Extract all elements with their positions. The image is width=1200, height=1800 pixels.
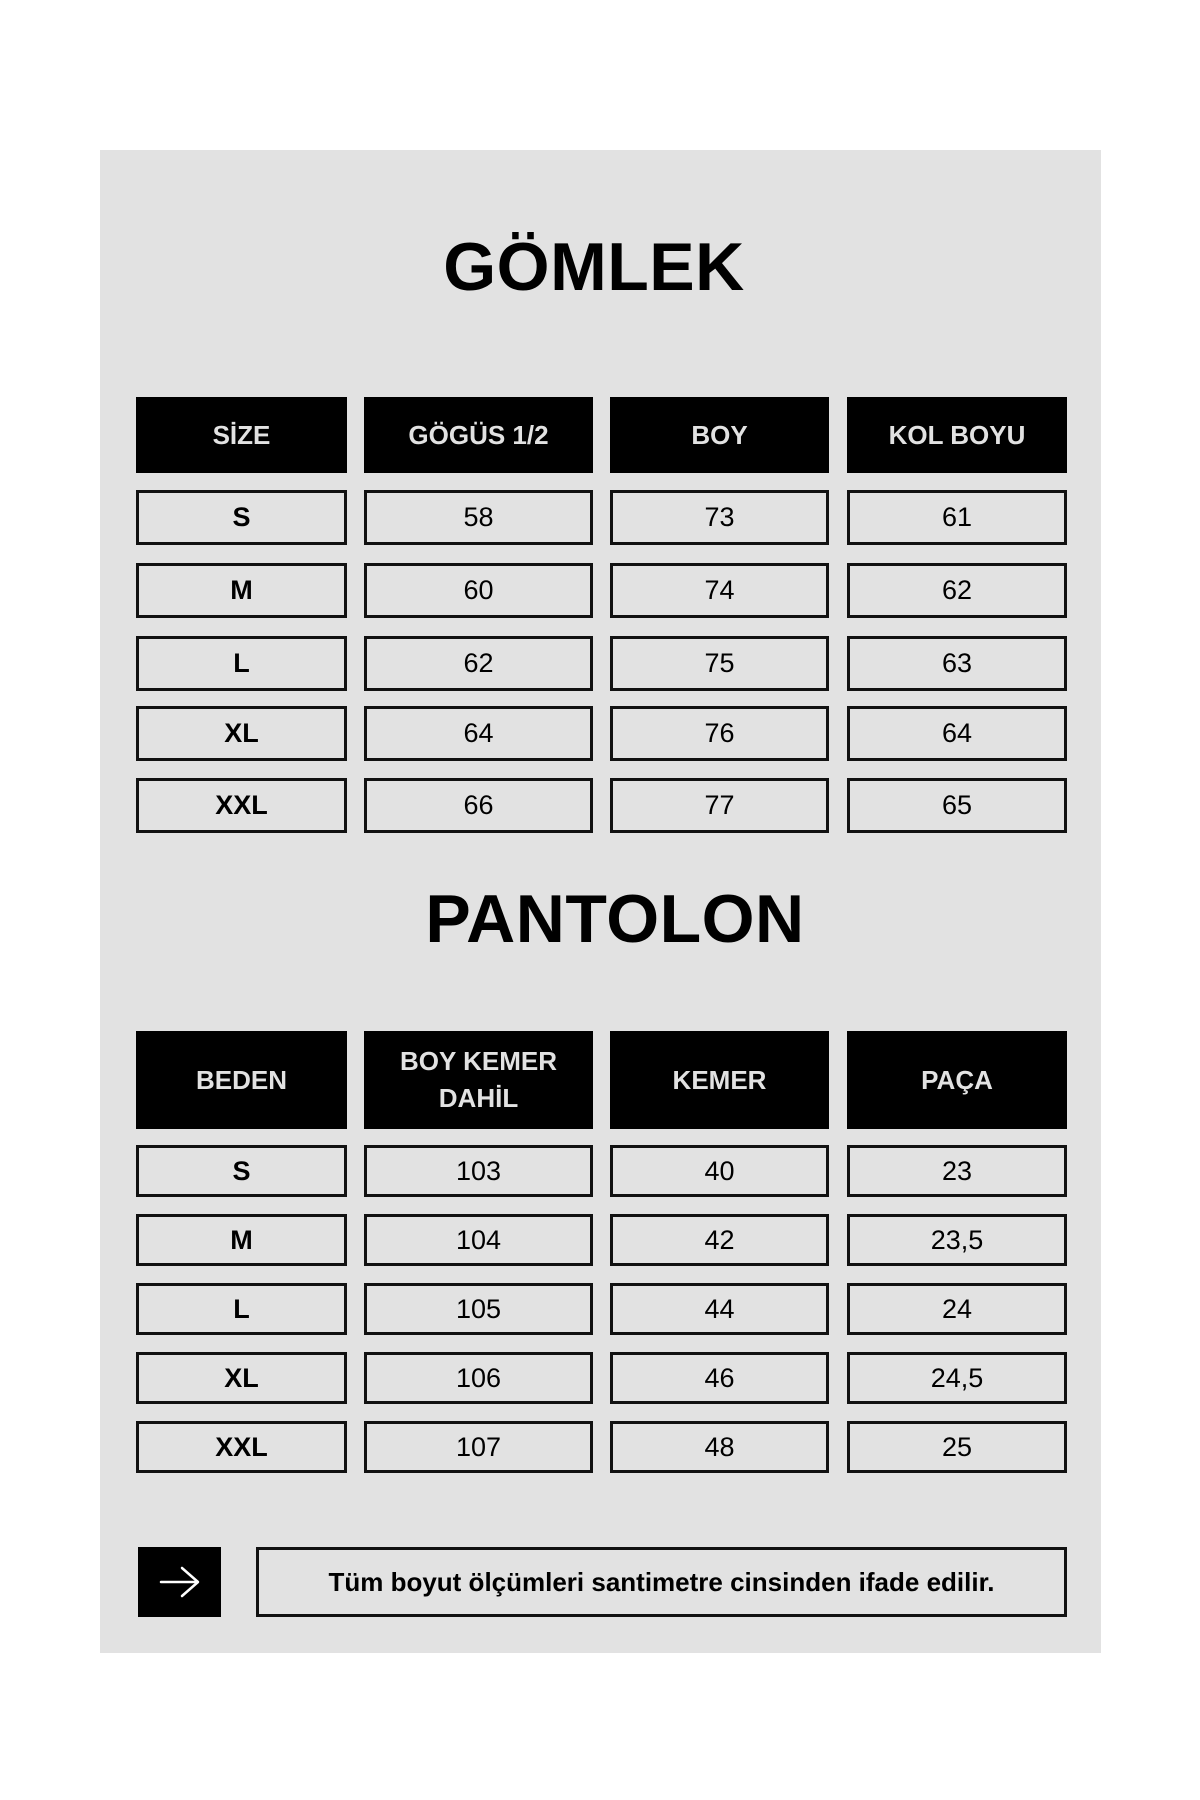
- shirt-header-size: SİZE: [136, 397, 347, 473]
- shirt-header-col-3: BOY: [610, 397, 829, 473]
- shirt-cell-col-4: 62: [847, 563, 1067, 618]
- pants-cell-col-2: 103: [364, 1145, 593, 1197]
- pants-header-col-2: BOY KEMER DAHİL: [364, 1031, 593, 1129]
- shirt-cell-col-3: 73: [610, 490, 829, 545]
- pants-cell-size: XL: [136, 1352, 347, 1404]
- shirt-cell-size: S: [136, 490, 347, 545]
- pants-cell-col-3: 48: [610, 1421, 829, 1473]
- pants-cell-col-3: 40: [610, 1145, 829, 1197]
- shirt-cell-size: L: [136, 636, 347, 691]
- pants-cell-col-4: 23,5: [847, 1214, 1067, 1266]
- shirt-cell-col-2: 60: [364, 563, 593, 618]
- pants-cell-col-3: 42: [610, 1214, 829, 1266]
- pants-cell-col-4: 24,5: [847, 1352, 1067, 1404]
- shirt-title: GÖMLEK: [443, 229, 745, 305]
- pants-cell-size: S: [136, 1145, 347, 1197]
- shirt-cell-col-2: 66: [364, 778, 593, 833]
- pants-cell-col-2: 107: [364, 1421, 593, 1473]
- pants-cell-col-3: 46: [610, 1352, 829, 1404]
- measurement-note: Tüm boyut ölçümleri santimetre cinsinden ifade edilir.: [256, 1547, 1067, 1617]
- shirt-cell-col-3: 76: [610, 706, 829, 761]
- arrow-badge: [138, 1547, 221, 1617]
- shirt-cell-col-3: 75: [610, 636, 829, 691]
- shirt-cell-col-3: 77: [610, 778, 829, 833]
- shirt-cell-col-3: 74: [610, 563, 829, 618]
- shirt-cell-col-2: 58: [364, 490, 593, 545]
- pants-header-col-3: KEMER: [610, 1031, 829, 1129]
- pants-cell-size: XXL: [136, 1421, 347, 1473]
- pants-header-size: BEDEN: [136, 1031, 347, 1129]
- pants-cell-size: M: [136, 1214, 347, 1266]
- arrow-right-icon: [158, 1565, 202, 1599]
- shirt-header-col-4: KOL BOYU: [847, 397, 1067, 473]
- pants-header-col-4: PAÇA: [847, 1031, 1067, 1129]
- pants-title: PANTOLON: [425, 881, 805, 957]
- shirt-cell-col-2: 64: [364, 706, 593, 761]
- shirt-cell-size: XXL: [136, 778, 347, 833]
- pants-cell-col-4: 23: [847, 1145, 1067, 1197]
- pants-cell-col-2: 105: [364, 1283, 593, 1335]
- pants-cell-col-2: 104: [364, 1214, 593, 1266]
- shirt-cell-col-2: 62: [364, 636, 593, 691]
- shirt-cell-size: XL: [136, 706, 347, 761]
- shirt-cell-col-4: 64: [847, 706, 1067, 761]
- pants-cell-col-4: 25: [847, 1421, 1067, 1473]
- pants-size-table: [100, 150, 1101, 1653]
- pants-cell-col-4: 24: [847, 1283, 1067, 1335]
- shirt-cell-col-4: 61: [847, 490, 1067, 545]
- size-chart-panel: [100, 150, 1101, 1653]
- shirt-header-col-2: GÖGÜS 1/2: [364, 397, 593, 473]
- shirt-cell-col-4: 63: [847, 636, 1067, 691]
- shirt-cell-size: M: [136, 563, 347, 618]
- shirt-cell-col-4: 65: [847, 778, 1067, 833]
- pants-cell-size: L: [136, 1283, 347, 1335]
- pants-cell-col-2: 106: [364, 1352, 593, 1404]
- pants-cell-col-3: 44: [610, 1283, 829, 1335]
